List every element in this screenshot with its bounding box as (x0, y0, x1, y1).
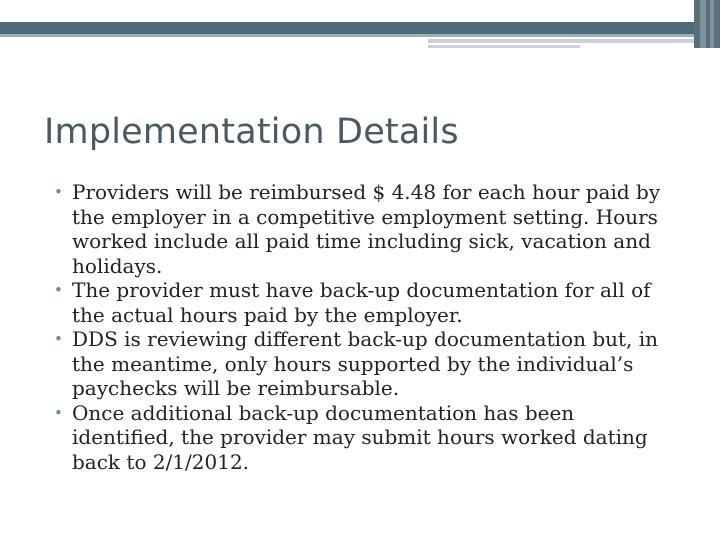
bullet-item (52, 327, 672, 401)
header-accent-line-2 (428, 45, 580, 48)
bullet-text: Once additional back-up documentation has been identified, the provider may submit hours worked dating back to 2/1/2012. (72, 400, 648, 474)
header-bar (0, 22, 720, 34)
bullet-item (52, 180, 672, 278)
bullet-icon: • (54, 403, 63, 422)
header-top-strip (0, 0, 720, 22)
bullet-list (52, 180, 672, 474)
bullet-item (52, 278, 672, 327)
bullet-text: DDS is reviewing different back-up documentation but, in the meantime, only hours supported by the individual’s paychecks will be reimbursable. (72, 327, 659, 400)
bullet-item (52, 401, 672, 475)
bullet-icon: • (54, 330, 63, 348)
slide-title: Implementation Details (44, 112, 459, 152)
bullet-icon: • (54, 281, 63, 299)
header-thin-line (0, 34, 720, 37)
header-corner-block (694, 0, 720, 48)
bullet-icon: • (54, 183, 63, 201)
header-corner-stripe-1 (700, 0, 706, 48)
header-corner-stripe-2 (710, 0, 714, 48)
header-accent-line-1 (428, 39, 720, 43)
bullet-text: The provider must have back-up documentation for all of the actual hours paid by the employer. (72, 278, 651, 327)
bullet-text: Providers will be reimbursed $ 4.48 for each hour paid by the employer in a competitive employment setting. Hours worked include all paid time including sick, vacation and holidays. (72, 180, 661, 278)
